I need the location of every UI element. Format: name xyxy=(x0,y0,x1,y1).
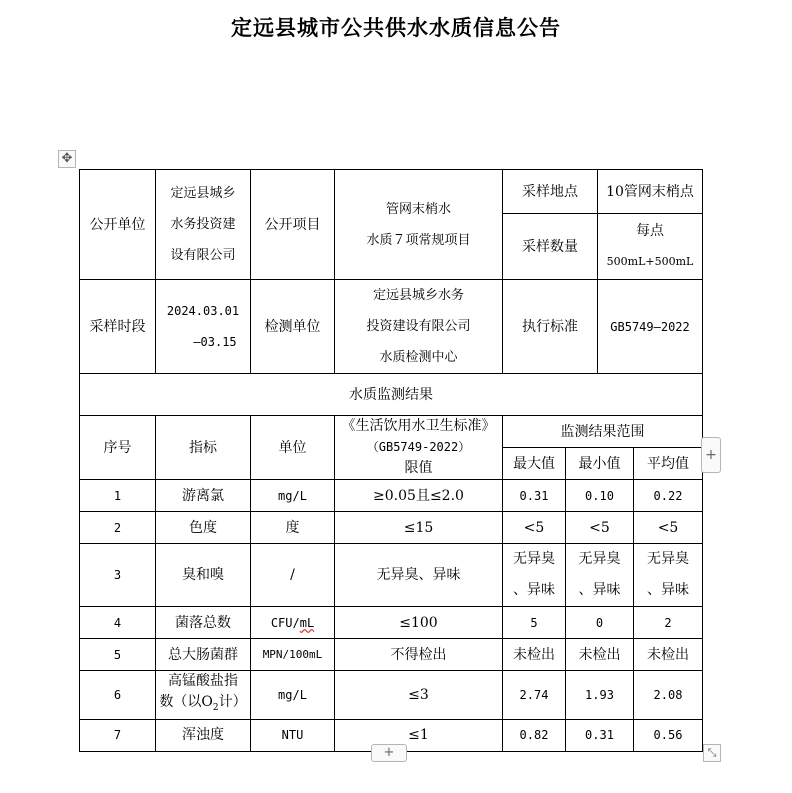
disclose-unit-value: 定远县城乡 水务投资建 设有限公司 xyxy=(156,170,251,280)
row-min: 1.93 xyxy=(566,671,634,720)
table-row xyxy=(80,512,703,544)
table-row xyxy=(80,480,703,512)
row-min: 无异臭 、异味 xyxy=(566,544,634,607)
row-indicator: 菌落总数 xyxy=(156,607,251,639)
row-indicator: 高锰酸盐指 数（以$O_2$计） xyxy=(156,671,251,720)
sampling-site-label: 采样地点 xyxy=(503,170,598,214)
row-indicator: 臭和嗅 xyxy=(156,544,251,607)
row-seq: 7 xyxy=(80,719,156,751)
standard-label: 执行标准 xyxy=(503,280,598,374)
row-unit: CFU/mL xyxy=(251,607,335,639)
row-avg: <5 xyxy=(634,512,703,544)
row-limit: ≤1 xyxy=(335,719,503,751)
row-avg: 0.22 xyxy=(634,480,703,512)
row-indicator: 色度 xyxy=(156,512,251,544)
row-max: 无异臭 、异味 xyxy=(503,544,566,607)
row-limit: ≥0.05且≤2.0 xyxy=(335,480,503,512)
testing-unit-value: 定远县城乡水务 投资建设有限公司 水质检测中心 xyxy=(335,280,503,374)
row-min: 未检出 xyxy=(566,639,634,671)
row-seq: 4 xyxy=(80,607,156,639)
sampling-period-value: 2024.03.01 —03.15 xyxy=(156,280,251,374)
header-avg: 平均值 xyxy=(634,448,703,480)
page-title: 定远县城市公共供水水质信息公告 xyxy=(231,15,561,40)
row-min: <5 xyxy=(566,512,634,544)
sampling-site-value: 10管网末梢点 xyxy=(598,170,703,214)
row-seq: 1 xyxy=(80,480,156,512)
row-seq: 2 xyxy=(80,512,156,544)
row-indicator: 总大肠菌群 xyxy=(156,639,251,671)
table-row xyxy=(80,607,703,639)
results-section-title: 水质监测结果 xyxy=(80,374,703,416)
water-quality-table xyxy=(79,169,703,752)
row-max: 未检出 xyxy=(503,639,566,671)
row-limit: 不得检出 xyxy=(335,639,503,671)
row-seq: 6 xyxy=(80,671,156,720)
row-avg: 0.56 xyxy=(634,719,703,751)
row-unit: / xyxy=(251,544,335,607)
row-avg: 2 xyxy=(634,607,703,639)
header-seq: 序号 xyxy=(80,416,156,480)
row-avg: 无异臭 、异味 xyxy=(634,544,703,607)
row-unit: mg/L xyxy=(251,480,335,512)
row-avg: 未检出 xyxy=(634,639,703,671)
row-indicator: 浑浊度 xyxy=(156,719,251,751)
row-min: 0.10 xyxy=(566,480,634,512)
row-limit: ≤3 xyxy=(335,671,503,720)
row-indicator: 游离氯 xyxy=(156,480,251,512)
table-row xyxy=(80,639,703,671)
table-resize-handle-icon[interactable]: ⤡ xyxy=(703,744,721,762)
row-seq: 3 xyxy=(80,544,156,607)
row-unit: mg/L xyxy=(251,671,335,720)
row-limit: ≤15 xyxy=(335,512,503,544)
table-move-handle-icon[interactable]: ✥ xyxy=(58,150,76,168)
row-limit: 无异臭、异味 xyxy=(335,544,503,607)
disclose-unit-label: 公开单位 xyxy=(80,170,156,280)
testing-unit-label: 检测单位 xyxy=(251,280,335,374)
row-min: 0 xyxy=(566,607,634,639)
sampling-qty-value: 每点 500mL+500mL xyxy=(598,214,703,280)
row-max: 0.31 xyxy=(503,480,566,512)
disclose-item-value: 管网末梢水 水质７项常规项目 xyxy=(335,170,503,280)
sampling-period-label: 采样时段 xyxy=(80,280,156,374)
row-limit: ≤100 xyxy=(335,607,503,639)
add-row-button[interactable]: + xyxy=(371,744,407,762)
row-unit: NTU xyxy=(251,719,335,751)
table-row xyxy=(80,544,703,607)
row-min: 0.31 xyxy=(566,719,634,751)
disclose-item-label: 公开项目 xyxy=(251,170,335,280)
add-column-button[interactable]: + xyxy=(701,437,721,473)
row-max: 2.74 xyxy=(503,671,566,720)
header-min: 最小值 xyxy=(566,448,634,480)
standard-value: GB5749—2022 xyxy=(598,280,703,374)
sampling-qty-label: 采样数量 xyxy=(503,214,598,280)
header-range: 监测结果范围 xyxy=(503,416,703,448)
header-limit: 《生活饮用水卫生标准》 （GB5749-2022） 限值 xyxy=(335,416,503,480)
header-max: 最大值 xyxy=(503,448,566,480)
row-seq: 5 xyxy=(80,639,156,671)
row-avg: 2.08 xyxy=(634,671,703,720)
header-unit: 单位 xyxy=(251,416,335,480)
row-max: 0.82 xyxy=(503,719,566,751)
row-max: 5 xyxy=(503,607,566,639)
row-unit: MPN/100mL xyxy=(251,639,335,671)
table-row xyxy=(80,671,703,720)
row-unit: 度 xyxy=(251,512,335,544)
row-max: <5 xyxy=(503,512,566,544)
header-indicator: 指标 xyxy=(156,416,251,480)
